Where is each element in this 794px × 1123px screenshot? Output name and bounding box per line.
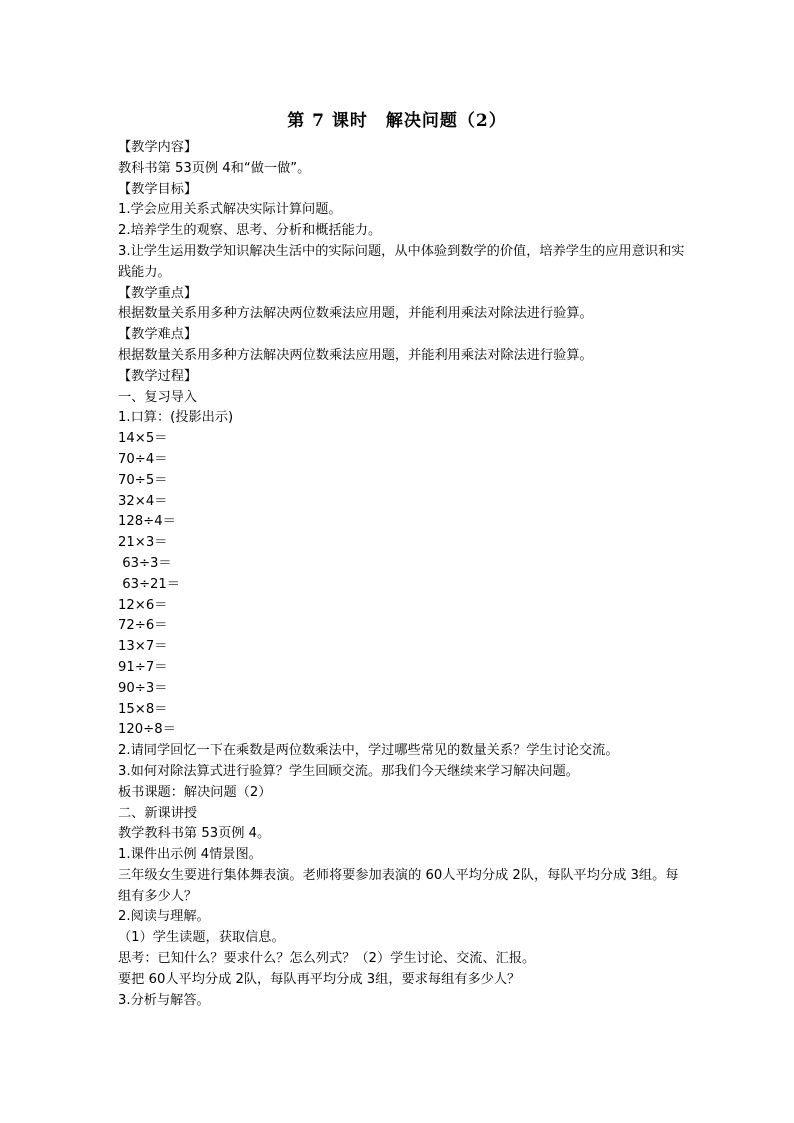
paragraph: 1.学会应用关系式解决实际计算问题。 — [118, 202, 342, 218]
math-exercise: 15×8＝ — [118, 701, 168, 717]
paragraph: 教学教科书第 53页例 4。 — [118, 826, 271, 842]
math-exercise: 14×5＝ — [118, 431, 168, 447]
paragraph: 三年级女生要进行集体舞表演。老师将要参加表演的 60人平均分成 2队，每队平均分成 3组。每组有多少人？ — [118, 867, 679, 904]
page-title: 第 7 课时 解决问题（2） — [287, 111, 507, 131]
math-exercise: 13×7＝ — [118, 639, 168, 655]
paragraph: 思考：已知什么？要求什么？怎么列式？（2）学生讨论、交流、汇报。 — [118, 951, 536, 967]
section-heading-process: 【教学过程】 — [118, 368, 198, 384]
paragraph: 根据数量关系用多种方法解决两位数乘法应用题，并能利用乘法对除法进行验算。 — [118, 347, 593, 363]
paragraph: 3.让学生运用数学知识解决生活中的实际问题，从中体验到数学的价值，培养学生的应用意识和实践能力。 — [118, 243, 685, 280]
math-exercise: 63÷3＝ — [118, 555, 172, 571]
math-exercise: 72÷6＝ — [118, 618, 168, 634]
paragraph: 2.阅读与理解。 — [118, 909, 210, 925]
paragraph: 2.请同学回忆一下在乘数是两位数乘法中，学过哪些常见的数量关系？学生讨论交流。 — [118, 743, 619, 759]
subheading: 一、复习导入 — [118, 389, 198, 405]
math-exercise: 63÷21＝ — [118, 576, 180, 592]
paragraph: 2.培养学生的观察、思考、分析和概括能力。 — [118, 223, 382, 239]
math-exercise: 70÷5＝ — [118, 472, 168, 488]
paragraph: 板书课题：解决问题（2） — [118, 784, 272, 800]
math-exercise: 90÷3＝ — [118, 680, 168, 696]
section-heading-content: 【教学内容】 — [118, 140, 198, 155]
math-exercise: 21×3＝ — [118, 535, 168, 551]
math-exercise: 128÷4＝ — [118, 514, 176, 530]
math-exercise: 70÷4＝ — [118, 451, 168, 467]
math-exercise: 12×6＝ — [118, 597, 168, 613]
paragraph: 3.分析与解答。 — [118, 992, 210, 1008]
section-heading-key-points: 【教学重点】 — [118, 285, 198, 301]
paragraph: 要把 60人平均分成 2队，每队再平均分成 3组，要求每组有多少人？ — [118, 971, 521, 987]
subheading: 二、新课讲授 — [118, 805, 198, 821]
section-heading-goals: 【教学目标】 — [118, 181, 198, 197]
document-body — [118, 138, 688, 1011]
paragraph: 根据数量关系用多种方法解决两位数乘法应用题，并能利用乘法对除法进行验算。 — [118, 306, 593, 322]
paragraph: （1）学生读题，获取信息。 — [118, 930, 285, 946]
paragraph: 教科书第 53页例 4和“做一做”。 — [118, 160, 311, 176]
paragraph: 3.如何对除法算式进行验算？学生回顾交流。那我们今天继续来学习解决问题。 — [118, 763, 579, 779]
math-exercise: 120÷8＝ — [118, 722, 176, 738]
paragraph: 1.口算：(投影出示) — [118, 410, 234, 426]
paragraph: 1.课件出示例 4情景图。 — [118, 847, 262, 863]
math-exercise: 91÷7＝ — [118, 659, 168, 675]
math-exercise: 32×4＝ — [118, 493, 168, 509]
section-heading-difficulties: 【教学难点】 — [118, 327, 198, 343]
